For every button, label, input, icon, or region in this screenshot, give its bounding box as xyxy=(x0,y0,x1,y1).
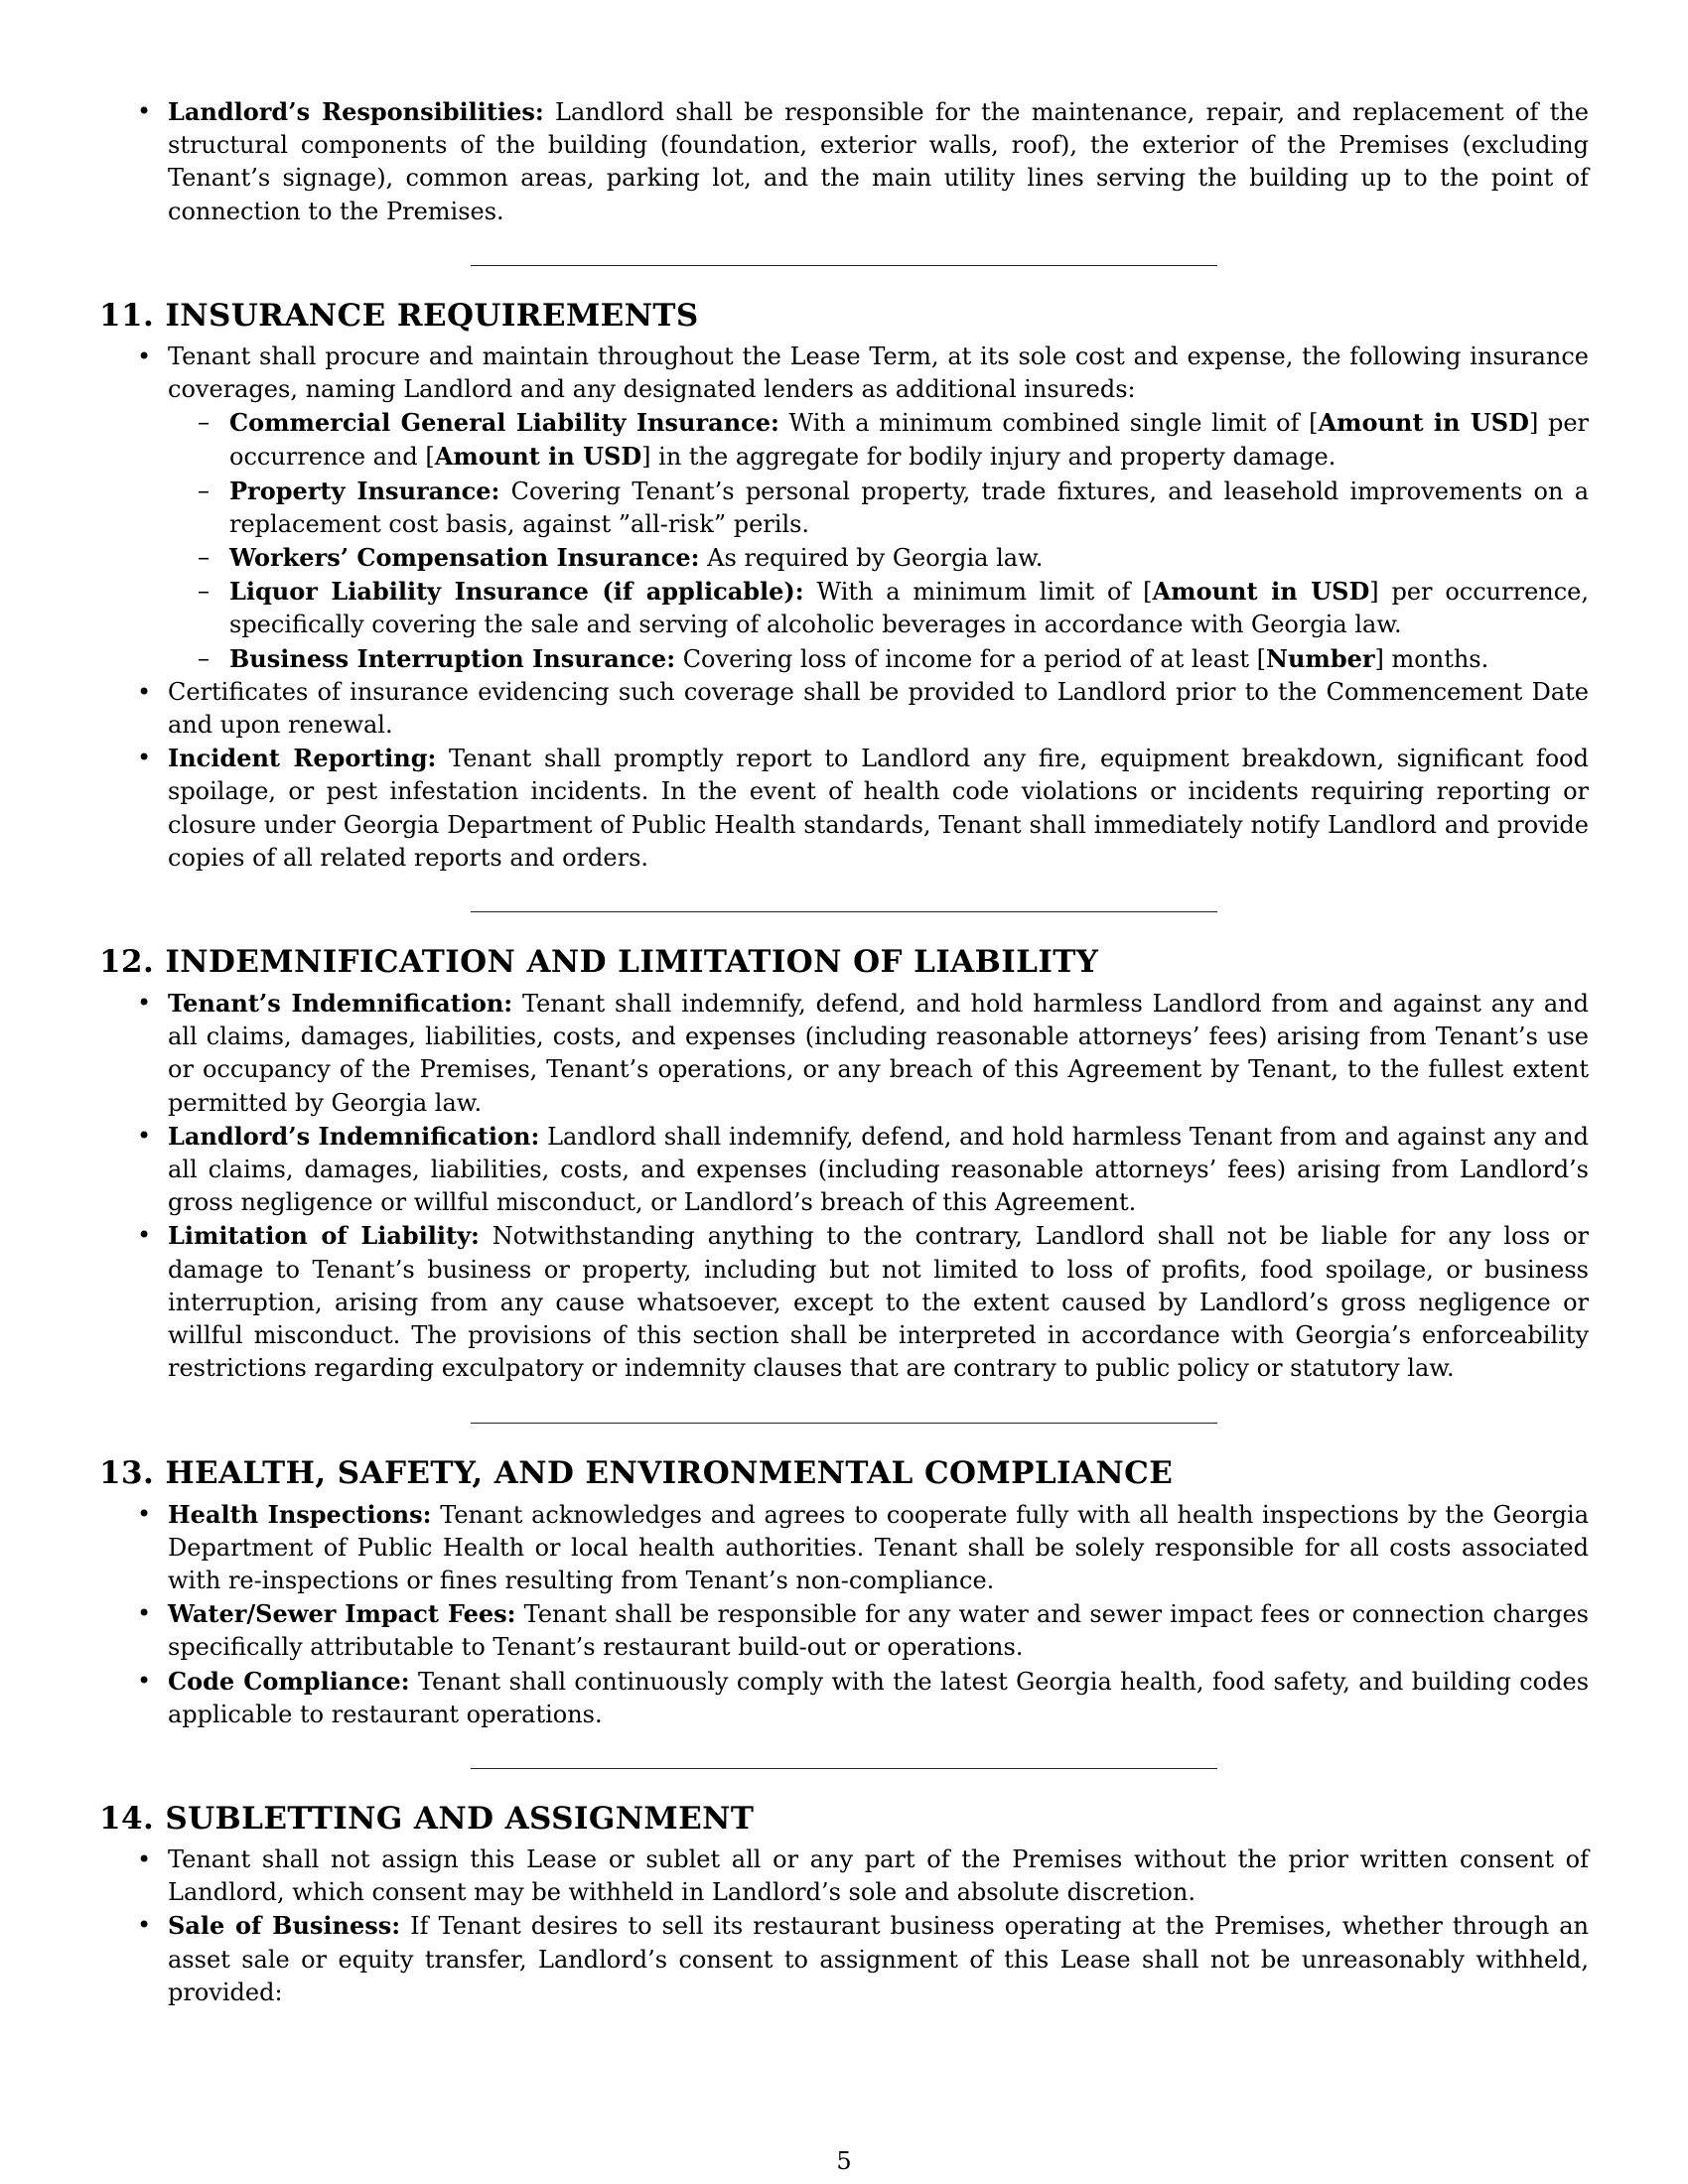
list-item xyxy=(99,1909,1589,2009)
list-item xyxy=(99,676,1589,742)
list-item xyxy=(99,742,1589,875)
sublist-text: As required by Georgia law. xyxy=(699,544,1044,573)
list-item xyxy=(99,1498,1589,1598)
bullet-label: Incident Reporting: xyxy=(168,744,437,773)
indemnification-list xyxy=(99,987,1589,1385)
bullet-label: Health Inspections: xyxy=(168,1499,432,1529)
sublist-label: Commercial General Liability Insurance: xyxy=(229,408,779,438)
bullet-label: Sale of Business: xyxy=(168,1911,401,1941)
section-title-subletting: 14. SUBLETTING AND ASSIGNMENT xyxy=(99,1800,755,1837)
sublist-text: ] months. xyxy=(1374,644,1489,673)
sublist-text: With a minimum combined single limit of [ xyxy=(778,409,1319,438)
bullet-text: If Tenant desires to sell its restaurant business operating at the Premises, whether through an asset sale or equity transfer, Landlord’s consent to assignment of this Lease shall not be unreasonably withheld, provided: xyxy=(168,1912,1589,2006)
sublist-text: ] in the aggregate for bodily injury and property damage. xyxy=(641,443,1336,472)
sublist-label: Workers’ Compensation Insurance: xyxy=(229,543,700,573)
section-divider xyxy=(471,1423,1217,1424)
sublist-text: ] per occurrence, specifically covering the sale and serving of alcoholic beverages in accordance with Georgia law. xyxy=(229,578,1590,639)
sublist-label: Property Insurance: xyxy=(229,476,500,505)
list-item xyxy=(99,1665,1589,1731)
section-title-insurance: 11. INSURANCE REQUIREMENTS xyxy=(99,297,699,334)
sublist-item-cgl xyxy=(99,406,1589,474)
bullet-text: Tenant shall procure and maintain throughout the Lease Term, at its sole cost and expense, the following insurance coverages, naming Landlord and any designated lenders as additional insureds: xyxy=(168,341,1589,404)
sublist-item-liquor xyxy=(99,575,1589,641)
insurance-list xyxy=(99,341,1589,875)
sublist-label: Liquor Liability Insurance (if applicable): xyxy=(229,577,804,607)
sublist-label: Business Interruption Insurance: xyxy=(229,643,676,673)
sublist-item-workers-comp xyxy=(99,541,1589,575)
sublist-text: ] per occurrence and [ xyxy=(229,409,1590,472)
list-item xyxy=(99,987,1589,1120)
landlord-responsibilities-item xyxy=(99,95,1589,228)
placeholder-amount: Amount in USD xyxy=(1318,408,1529,438)
bullet-label: Landlord’s Responsibilities: xyxy=(168,97,544,126)
section-divider xyxy=(471,265,1217,266)
bullet-text: Notwithstanding anything to the contrary, Landlord shall not be liable for any loss or damage to Tenant’s business or property, including but not limited to loss of profits, food spoilage, or business interruption, arising from any cause whatsoever, except to the extent caused by Landlord’s gross negligence or willful misconduct. The provisions of this section shall be interpreted in accordance with Georgia’s enforceability restrictions regarding exculpatory or indemnity clauses that are contrary to public policy or statutory law. xyxy=(168,1222,1589,1383)
bullet-text: Tenant shall indemnify, defend, and hold harmless Landlord from and against any and all claims, damages, liabilities, costs, and expenses (including reasonable attorneys’ fees) arising from Tenant’s use or occupancy of the Premises, Tenant’s operations, or any breach of this Agreement by Tenant, to the fullest extent permitted by Georgia law. xyxy=(168,990,1589,1117)
section-title-indemnification: 12. INDEMNIFICATION AND LIMITATION OF LIABILITY xyxy=(99,944,1099,981)
list-item xyxy=(99,1597,1589,1664)
section-divider xyxy=(471,1768,1217,1769)
bullet-label: Landlord’s Indemnification: xyxy=(168,1121,540,1151)
sublist-text: Covering loss of income for a period of at least [ xyxy=(675,644,1267,673)
bullet-text: Landlord shall be responsible for the maintenance, repair, and replacement of the structural components of the building (foundation, exterior walls, roof), the exterior of the Premises (excluding Tenant’s signage), common areas, parking lot, and the main utility lines serving the building up to the point of connection to the Premises. xyxy=(168,98,1589,225)
bullet-label: Water/Sewer Impact Fees: xyxy=(168,1599,516,1629)
bullet-text: Tenant shall not assign this Lease or sublet all or any part of the Premises without the prior written consent of Landlord, which consent may be withheld in Landlord’s sole and absolute discretion. xyxy=(168,1844,1589,1907)
placeholder-amount: Amount in USD xyxy=(1152,577,1370,607)
subletting-list xyxy=(99,1843,1589,2009)
sublist-text: Covering Tenant’s personal property, trade fixtures, and leasehold improvements on a replacement cost basis, against ”all-risk” perils. xyxy=(229,477,1590,538)
list-item xyxy=(99,1219,1589,1385)
placeholder-amount: Amount in USD xyxy=(434,442,642,472)
bullet-label: Limitation of Liability: xyxy=(168,1221,480,1251)
page-number: 5 xyxy=(836,2147,852,2175)
sublist-text: With a minimum limit of [ xyxy=(803,578,1153,607)
section-title-health-safety: 13. HEALTH, SAFETY, AND ENVIRONMENTAL COMPLIANCE xyxy=(99,1454,1174,1491)
list-item xyxy=(99,1843,1589,1909)
bullet-text: Tenant shall continuously comply with the latest Georgia health, food safety, and building codes applicable to restaurant operations. xyxy=(168,1667,1590,1728)
bullet-label: Tenant’s Indemnification: xyxy=(168,989,513,1019)
bullet-text: Certificates of insurance evidencing such coverage shall be provided to Landlord prior to the Commencement Date and upon renewal. xyxy=(168,677,1589,740)
bullet-text: Tenant shall be responsible for any water and sewer impact fees or connection charges specifically attributable to Tenant’s restaurant build-out or operations. xyxy=(168,1600,1589,1662)
coverage-sublist xyxy=(99,406,1589,676)
bullet-text: Tenant acknowledges and agrees to cooperate fully with all health inspections by the Georgia Department of Public Health or local health authorities. Tenant shall be solely responsible for all costs associated with re-inspections or fines resulting from Tenant’s non-compliance. xyxy=(168,1500,1590,1594)
sublist-item-business-interruption xyxy=(99,642,1589,676)
bullet-text: Landlord shall indemnify, defend, and hold harmless Tenant from and against any and all claims, damages, liabilities, costs, and expenses (including reasonable attorneys’ fees) arising from Landlord’s gross negligence or willful misconduct, or Landlord’s breach of this Agreement. xyxy=(168,1122,1589,1217)
list-item xyxy=(99,341,1589,676)
intro-list xyxy=(99,95,1589,228)
section-divider xyxy=(471,911,1217,912)
health-safety-list xyxy=(99,1498,1589,1731)
sublist-item-property xyxy=(99,475,1589,541)
bullet-text: Tenant shall promptly report to Landlord any fire, equipment breakdown, significant food spoilage, or pest infestation incidents. In the event of health code violations or incidents requiring reporting or closure under Georgia Department of Public Health standards, Tenant shall immediately notify Landlord and provide copies of all related reports and orders. xyxy=(168,745,1589,872)
placeholder-number: Number xyxy=(1266,643,1375,673)
document-page xyxy=(99,95,1589,2009)
list-item xyxy=(99,1120,1589,1220)
bullet-label: Code Compliance: xyxy=(168,1666,410,1696)
